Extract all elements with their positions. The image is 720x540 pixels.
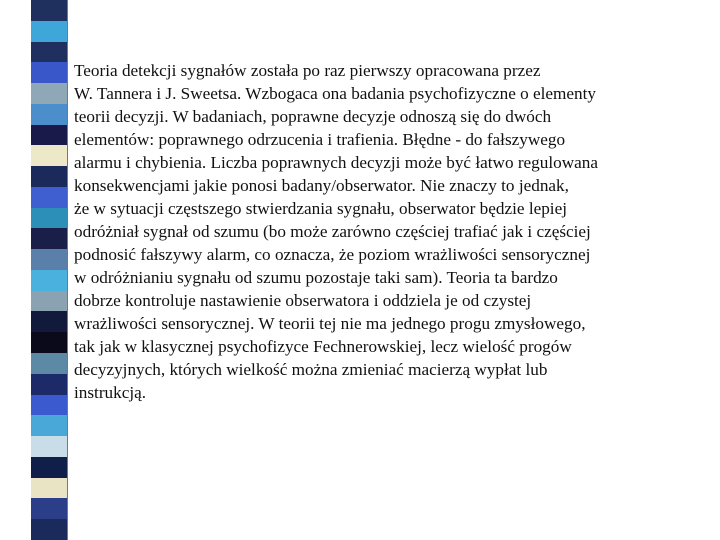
text-line: instrukcją. (74, 383, 147, 402)
stripe-segment (31, 228, 67, 249)
text-line: teorii decyzji. W badaniach, poprawne decyzje odnoszą się do dwóch (74, 107, 552, 126)
stripe-segment (31, 395, 67, 416)
stripe-segment (31, 125, 67, 146)
stripe-segment (31, 187, 67, 208)
stripe-segment (31, 457, 67, 478)
stripe-segment (31, 291, 67, 312)
text-line: dobrze kontroluje nastawienie obserwatora i oddziela je od czystej (74, 291, 532, 310)
text-line: elementów: poprawnego odrzucenia i trafienia. Błędne - do fałszywego (74, 130, 566, 149)
text-line: w odróżnianiu sygnału od szumu pozostaje taki sam). Teoria ta bardzo (74, 268, 558, 287)
stripe-segment (31, 353, 67, 374)
decorative-stripe-bar (31, 0, 68, 540)
stripe-segment (31, 104, 67, 125)
stripe-segment (31, 0, 67, 21)
stripe-segment (31, 145, 67, 166)
text-line: tak jak w klasycznej psychofizyce Fechnerowskiej, lecz wielość progów (74, 337, 572, 356)
text-line: Teoria detekcji sygnałów została po raz pierwszy opracowana przez (74, 61, 541, 80)
text-line: W. Tannera i J. Sweetsa. Wzbogaca ona badania psychofizyczne o elementy (74, 84, 597, 103)
stripe-segment (31, 42, 67, 63)
stripe-segment (31, 332, 67, 353)
text-line: alarmu i chybienia. Liczba poprawnych decyzji może być łatwo regulowana (74, 153, 599, 172)
text-line: że w sytuacji częstszego stwierdzania sygnału, obserwator będzie lepiej (74, 199, 567, 218)
stripe-segment (31, 374, 67, 395)
stripe-segment (31, 270, 67, 291)
stripe-segment (31, 249, 67, 270)
text-line: podnosić fałszywy alarm, co oznacza, że poziom wrażliwości sensorycznej (74, 245, 591, 264)
stripe-segment (31, 415, 67, 436)
stripe-segment (31, 62, 67, 83)
stripe-segment (31, 436, 67, 457)
text-line: wrażliwości sensorycznej. W teorii tej nie ma jednego progu zmysłowego, (74, 314, 586, 333)
text-line: odróżniał sygnał od szumu (bo może zarówno częściej trafiać jak i częściej (74, 222, 591, 241)
body-paragraph (74, 59, 700, 404)
text-line: decyzyjnych, których wielkość można zmieniać macierzą wypłat lub (74, 360, 548, 379)
stripe-segment (31, 83, 67, 104)
stripe-segment (31, 166, 67, 187)
text-line: konsekwencjami jakie ponosi badany/obserwator. Nie znaczy to jednak, (74, 176, 569, 195)
stripe-segment (31, 498, 67, 519)
stripe-segment (31, 21, 67, 42)
stripe-segment (31, 478, 67, 499)
stripe-segment (31, 208, 67, 229)
stripe-segment (31, 311, 67, 332)
stripe-segment (31, 519, 67, 540)
